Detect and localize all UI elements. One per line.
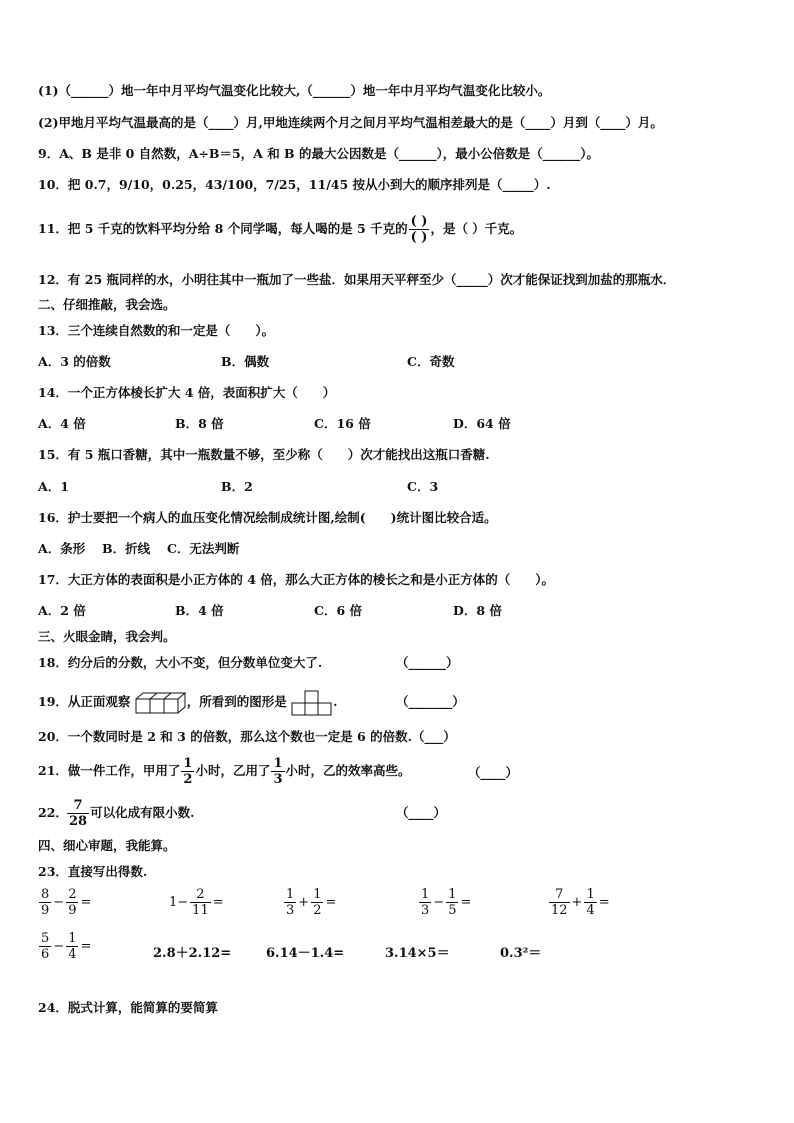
q14-option-a[interactable]: A．4 倍 <box>38 416 86 431</box>
calc-expression-9: 3.14×5＝ <box>385 946 450 961</box>
calc-expression-3 <box>283 887 337 918</box>
question-24: 24．脱式计算，能简算的要简算 <box>38 1000 218 1015</box>
question-12: 12．有 25 瓶同样的水，小明往其中一瓶加了一些盐．如果用天平秤至少（_____）次才能保证找到加盐的那瓶水． <box>38 272 676 287</box>
question-17: 17．大正方体的表面积是小正方体的 4 倍，那么大正方体的棱长之和是小正方体的（ ）。 <box>38 572 555 587</box>
q19-answer-blank[interactable]: （_______） <box>396 694 465 709</box>
q21-fraction-1-denominator: 2 <box>183 772 193 787</box>
q17-option-b[interactable]: B．4 倍 <box>175 603 224 618</box>
calc-4-denominator-b: 5 <box>448 903 457 918</box>
calc-2-numerator: 2 <box>190 887 211 903</box>
q14-option-d[interactable]: D．64 倍 <box>453 416 511 431</box>
q21-fraction-2-denominator: 3 <box>273 772 283 787</box>
section-3-heading: 三、火眼金睛，我会判。 <box>38 629 176 644</box>
calc-expression-7: 2.8＋2.12= <box>153 946 232 961</box>
calc-5-numerator-b: 1 <box>586 887 595 902</box>
calc-1-operator: − <box>53 895 65 910</box>
q11-text-pre: 11．把 5 千克的饮料平均分给 8 个同学喝，每人喝的是 5 千克的 <box>38 221 408 236</box>
calc-6-denominator-a: 6 <box>41 947 50 962</box>
calc-5-denominator-a: 12 <box>551 903 568 918</box>
q22-fraction-denominator: 28 <box>69 814 88 829</box>
q8-part1: (1)（______）地一年中月平均气温变化比较大,（______）地一年中月平均气温变化比较小。 <box>38 83 551 98</box>
q14-option-c[interactable]: C．16 倍 <box>314 416 371 431</box>
q21-fraction-1-numerator: 1 <box>183 756 193 771</box>
q13-option-a[interactable]: A．3 的倍数 <box>38 354 111 369</box>
cube-row-3d-icon <box>135 691 187 715</box>
q8-part2: (2)甲地月平均气温最高的是（____）月,甲地连续两个月之间月平均气温相差最大的是（____）月到（____）月。 <box>38 115 663 130</box>
q17-option-d[interactable]: D．8 倍 <box>453 603 502 618</box>
calc-expression-4 <box>418 887 472 918</box>
question-10: 10．把 0.7，9/10，0.25，43/100，7/25，11/45 按从小到大的顺序排列是（_____）. <box>38 177 551 192</box>
q15-option-b[interactable]: B．2 <box>221 479 253 494</box>
q19-text-end: . <box>333 694 338 709</box>
calc-3-operator: + <box>298 895 310 910</box>
q22-number-label: 22． <box>38 805 68 820</box>
q19-text-mid: ，所看到的图形是 <box>186 694 287 709</box>
q11-fraction <box>409 214 430 245</box>
calc-expression-8: 6.14－1.4= <box>266 946 345 961</box>
q21-fraction-1 <box>181 756 194 787</box>
calc-5-operator: + <box>571 895 583 910</box>
calc-6-numerator-b: 1 <box>68 931 77 946</box>
question-15: 15．有 5 瓶口香糖，其中一瓶数量不够，至少称（ ）次才能找出这瓶口香糖. <box>38 447 490 462</box>
q11-fraction-numerator: ( ) <box>410 214 428 229</box>
calc-3-denominator-b: 2 <box>313 903 322 918</box>
section-4-heading: 四、细心审题，我能算。 <box>38 838 176 853</box>
calc-2-denominator: 11 <box>192 903 209 918</box>
q11-text-post: ，是（ ）千克。 <box>430 221 523 236</box>
q18-answer-blank[interactable]: （______） <box>396 655 459 670</box>
calc-4-numerator-b: 1 <box>448 887 457 902</box>
question-11 <box>38 211 522 247</box>
q21-text-post: 小时，乙的效率高些。 <box>285 763 411 778</box>
calc-2-equals: = <box>212 895 224 910</box>
calc-3-numerator-a: 1 <box>286 887 295 902</box>
calc-1-numerator-a: 8 <box>41 887 50 902</box>
q13-option-c[interactable]: C．奇数 <box>407 354 455 369</box>
calc-1-numerator-b: 2 <box>68 887 77 902</box>
q21-answer-blank[interactable]: （____） <box>468 765 519 780</box>
q22-text-post: 可以化成有限小数. <box>90 805 195 820</box>
calc-expression-10: 0.3²＝ <box>500 946 542 961</box>
calc-3-denominator-a: 3 <box>286 903 295 918</box>
calc-5-denominator-b: 4 <box>586 903 595 918</box>
calc-6-operator: − <box>53 939 65 954</box>
question-20: 20．一个数同时是 2 和 3 的倍数，那么这个数也一定是 6 的倍数.（___） <box>38 729 456 744</box>
calc-5-numerator-a: 7 <box>549 887 570 903</box>
calc-expression-5 <box>548 887 611 918</box>
q21-text-mid: 小时，乙用了 <box>195 763 271 778</box>
q17-option-c[interactable]: C．6 倍 <box>314 603 362 618</box>
question-19 <box>38 688 338 716</box>
question-9: 9．A、B 是非 0 自然数，A÷B＝5，A 和 B 的最大公因数是（______），最小公倍数是（______）。 <box>38 146 599 161</box>
calc-4-denominator-a: 3 <box>421 903 430 918</box>
q22-fraction-numerator: 7 <box>67 798 89 814</box>
calc-6-numerator-a: 5 <box>41 931 50 946</box>
calc-4-numerator-a: 1 <box>421 887 430 902</box>
question-13: 13．三个连续自然数的和一定是（ ）。 <box>38 323 275 338</box>
q21-text-pre: 21．做一件工作，甲用了 <box>38 763 181 778</box>
calc-6-equals: = <box>80 939 92 954</box>
q14-option-b[interactable]: B．8 倍 <box>175 416 224 431</box>
calc-3-numerator-b: 1 <box>313 887 322 902</box>
q21-fraction-2-numerator: 1 <box>273 756 283 771</box>
q13-option-b[interactable]: B．偶数 <box>221 354 270 369</box>
q21-fraction-2 <box>271 756 284 787</box>
q16-options[interactable]: A．条形 B．折线 C．无法判断 <box>38 541 240 556</box>
calc-4-equals: = <box>460 895 472 910</box>
q17-option-a[interactable]: A．2 倍 <box>38 603 86 618</box>
question-18: 18．约分后的分数，大小不变，但分数单位变大了. <box>38 655 323 670</box>
calc-1-equals: = <box>80 895 92 910</box>
front-view-grid-icon <box>291 690 333 716</box>
q15-option-a[interactable]: A．1 <box>38 479 69 494</box>
q15-option-c[interactable]: C．3 <box>407 479 439 494</box>
calc-expression-2 <box>168 887 225 918</box>
question-14: 14．一个正方体棱长扩大 4 倍，表面积扩大（ ） <box>38 385 336 400</box>
calc-5-equals: = <box>598 895 610 910</box>
section-2-heading: 二、仔细推敲，我会选。 <box>38 297 176 312</box>
calc-expression-6 <box>38 931 92 962</box>
q11-fraction-denominator: ( ) <box>410 230 428 245</box>
calc-expression-1 <box>38 887 92 918</box>
question-16: 16．护士要把一个病人的血压变化情况绘制成统计图,绘制( )统计图比较合适。 <box>38 510 497 525</box>
calc-2-prefix: 1− <box>169 895 189 910</box>
question-21 <box>38 753 411 789</box>
calc-4-operator: − <box>433 895 445 910</box>
calc-6-denominator-b: 4 <box>68 947 77 962</box>
question-23: 23．直接写出得数. <box>38 864 148 879</box>
calc-3-equals: = <box>325 895 337 910</box>
q22-answer-blank[interactable]: （____） <box>396 805 447 820</box>
calc-1-denominator-a: 9 <box>41 903 50 918</box>
q22-fraction <box>67 798 89 829</box>
calc-1-denominator-b: 9 <box>68 903 77 918</box>
q19-text-pre: 19．从正面观察 <box>38 694 131 709</box>
